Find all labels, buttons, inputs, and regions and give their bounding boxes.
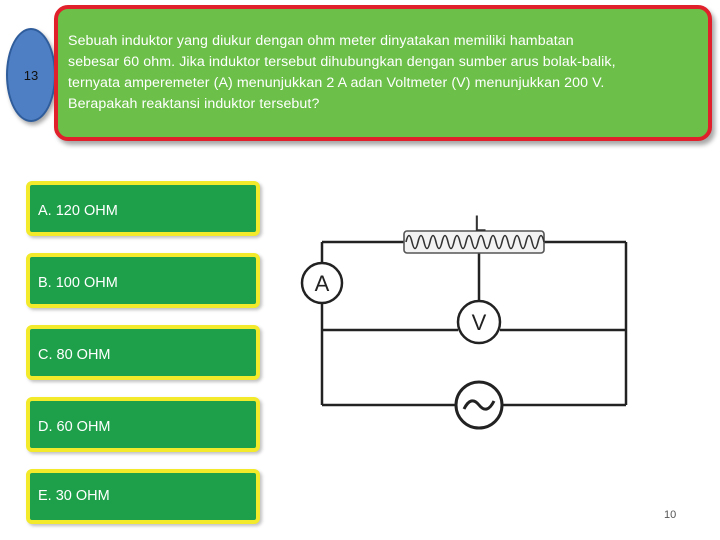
inductor-label: L [474,211,487,236]
question-line: sebesar 60 ohm. Jika induktor tersebut dihubungkan dengan sumber arus bolak-balik, [68,54,616,70]
option-e-button[interactable] [26,469,260,524]
page-number: 10 [664,509,677,521]
ac-source-icon [456,382,502,428]
question-text [68,31,698,115]
question-line: ternyata amperemeter (A) menunjukkan 2 A adan Voltmeter (V) menunjukkan 200 V. [68,75,605,91]
ammeter-icon [302,263,342,303]
option-b-button[interactable] [26,253,260,308]
question-box [54,5,712,141]
option-c-button[interactable] [26,325,260,380]
option-e-label: E. 30 OHM [38,488,110,504]
option-d-label: D. 60 OHM [38,419,111,435]
option-d-button[interactable] [26,397,260,452]
question-line: Sebuah induktor yang diukur dengan ohm meter dinyatakan memiliki hambatan [68,33,574,49]
ammeter-label: A [314,271,330,296]
option-c-label: C. 80 OHM [38,347,111,363]
question-number-badge [6,28,56,122]
option-a-label: A. 120 OHM [38,203,118,219]
question-number: 13 [23,67,39,83]
voltmeter-icon [458,301,500,343]
circuit-diagram [296,205,646,445]
voltmeter-label: V [471,310,487,335]
question-line: Berapakah reaktansi induktor tersebut? [68,96,320,112]
option-a-button[interactable] [26,181,260,236]
option-b-label: B. 100 OHM [38,275,118,291]
